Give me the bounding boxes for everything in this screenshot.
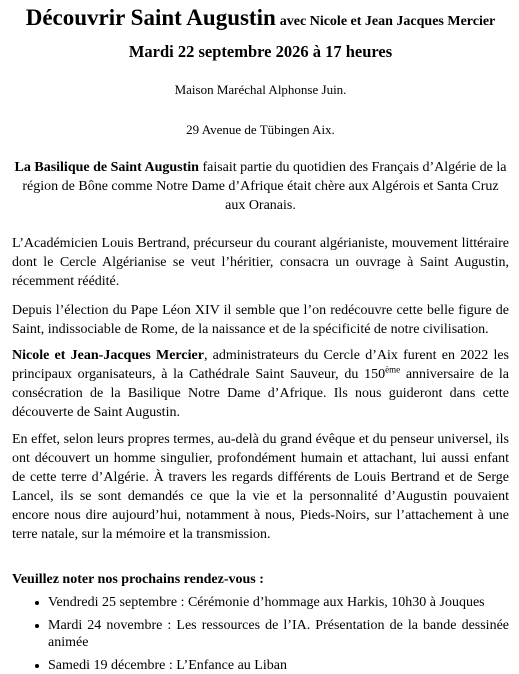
venue-address: 29 Avenue de Tübingen Aix. bbox=[186, 122, 335, 137]
paragraph-louis-bertrand: L’Académicien Louis Bertrand, précurseur du courant algérianiste, mouvement littéraire dont le Cercle Algérianise se veut l’héritier, consacra un ouvrage à Saint Augustin, récemment réédité. bbox=[12, 236, 509, 289]
mercier-text-b: anniversaire de la consécration de la Basilique Notre Dame d’Afrique. Ils nous guideront dans cette découverte de Saint Augustin. bbox=[12, 367, 509, 420]
intro-paragraph bbox=[12, 158, 509, 215]
intro-bold: La Basilique de Saint Augustin bbox=[14, 160, 199, 175]
paragraph-en-effet: En effet, selon leurs propres termes, au-delà du grand évêque et du penseur universel, ils ont découvert un homme singulier, profondément humain et attachant, lui aussi enfant de cette terre d’Algérie. À travers les regards différents de Louis Bertrand et de Serge Lancel, ils se sont demandés ce que la vie et la personnalité d’Augustin pouvaient encore nous dire aujourd’hui, notamment à nous, Pieds-Noirs, sur l’attachement à une terre natale, sur la mémoire et la transmission. bbox=[12, 432, 509, 542]
paragraph-mercier bbox=[12, 346, 509, 422]
list-item: Samedi 19 décembre : L’Enfance au Liban bbox=[48, 657, 509, 674]
paragraph-pape-leon: Depuis l’élection du Pape Léon XIV il semble que l’on redécouvre cette belle figure de Saint, indissociable de Rome, de la naissance et de la spécificité de notre civilisation. bbox=[12, 303, 509, 337]
event-date: Mardi 22 septembre 2026 à 17 heures bbox=[128, 42, 393, 61]
mercier-text-a: , administrateurs du Cercle d’Aix furent en 2022 les principaux organisateurs, à la Cathédrale Saint Sauveur, du 150 bbox=[12, 348, 509, 382]
title-row bbox=[12, 4, 509, 36]
page-title: Découvrir Saint Augustin bbox=[25, 5, 276, 30]
page-subtitle: avec Nicole et Jean Jacques Mercier bbox=[279, 14, 496, 29]
ordinal-sup: ème bbox=[385, 364, 401, 375]
venue-name: Maison Maréchal Alphonse Juin. bbox=[174, 82, 347, 97]
mercier-bold: Nicole et Jean-Jacques Mercier bbox=[12, 348, 204, 363]
list-item: Mardi 24 novembre : Les ressources de l’IA. Présentation de la bande dessinée animée bbox=[48, 618, 509, 650]
notes-heading: Veuillez noter nos prochains rendez-vous : bbox=[12, 572, 264, 587]
upcoming-events-list bbox=[12, 594, 509, 674]
document-page bbox=[0, 4, 519, 673]
list-item: Vendredi 25 septembre : Cérémonie d’hommage aux Harkis, 10h30 à Jouques bbox=[48, 594, 509, 611]
intro-text: faisait partie du quotidien des Français d’Algérie de la région de Bône comme Notre Dame d’Afrique était chère aux Algérois et Santa Cruz aux Oranais. bbox=[22, 160, 507, 213]
